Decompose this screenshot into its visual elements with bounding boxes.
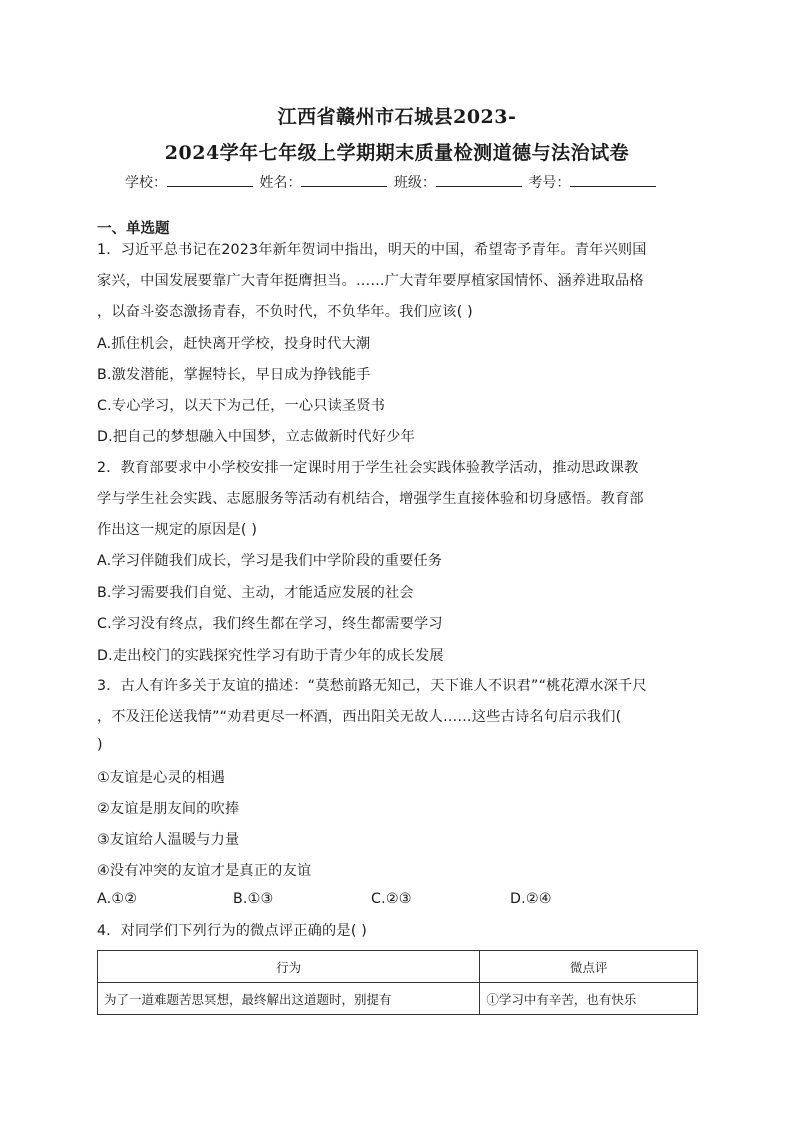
table-header-row xyxy=(98,951,698,983)
class-blank[interactable] xyxy=(436,172,522,187)
table-header-cell: 微点评 xyxy=(480,951,698,983)
student-info-line xyxy=(125,172,658,192)
q1-stem-line: ，以奋斗姿态激扬青春，不负时代，不负华年。我们应该( ) xyxy=(97,304,473,320)
q1-option-b[interactable]: B.激发潜能，掌握特长，早日成为挣钱能手 xyxy=(97,367,371,383)
q2-option-c[interactable]: C.学习没有终点，我们终生都在学习，终生都需要学习 xyxy=(97,616,443,632)
name-blank[interactable] xyxy=(301,172,387,187)
q2-option-b[interactable]: B.学习需要我们自觉、主动，才能适应发展的社会 xyxy=(97,585,414,601)
class-label: 班级： xyxy=(393,175,436,191)
q4-table xyxy=(97,950,698,1015)
q3-statement-2: ②友谊是朋友间的吹捧 xyxy=(97,801,240,817)
q4-stem-line: 4．对同学们下列行为的微点评正确的是( ) xyxy=(97,923,367,939)
q3-stem-line: ) xyxy=(97,737,103,753)
exam-number-label: 考号： xyxy=(528,175,571,191)
table-header-cell: 行为 xyxy=(98,951,480,983)
section-heading: 一、单选题 xyxy=(97,221,170,237)
table-row xyxy=(98,983,698,1015)
q3-option-a[interactable]: A.①② xyxy=(97,891,138,907)
q2-stem-line: 2．教育部要求中小学校安排一定课时用于学生社会实践体验教学活动，推动思政课教 xyxy=(97,460,639,476)
q3-stem-line: ，不及汪伦送我情”“劝君更尽一杯酒，西出阳关无故人……这些古诗名句启示我们( xyxy=(97,709,622,725)
q2-stem-line: 作出这一规定的原因是( ) xyxy=(97,522,258,538)
school-blank[interactable] xyxy=(167,172,253,187)
q3-option-d[interactable]: D.②④ xyxy=(510,891,552,907)
table-cell: ①学习中有辛苦，也有快乐 xyxy=(480,983,698,1015)
school-label: 学校： xyxy=(125,175,167,191)
q2-option-a[interactable]: A.学习伴随我们成长，学习是我们中学阶段的重要任务 xyxy=(97,553,443,569)
q3-stem-line: 3．古人有许多关于友谊的描述：“莫愁前路无知己，天下谁人不识君”“桃花潭水深千尺 xyxy=(97,678,647,694)
q2-stem-line: 学与学生社会实践、志愿服务等活动有机结合，增强学生直接体验和切身感悟。教育部 xyxy=(97,491,644,507)
q1-stem-line: 1．习近平总书记在2023年新年贺词中指出，明天的中国，希望寄予青年。青年兴则国 xyxy=(97,242,647,258)
q3-option-b[interactable]: B.①③ xyxy=(233,891,274,907)
q1-stem-line: 家兴，中国发展要靠广大青年挺膺担当。……广大青年要厚植家国情怀、涵养进取品格 xyxy=(97,273,644,289)
table-cell: 为了一道难题苦思冥想，最终解出这道题时，别提有 xyxy=(98,983,480,1015)
exam-number-blank[interactable] xyxy=(570,172,656,187)
q3-statement-1: ①友谊是心灵的相遇 xyxy=(97,770,226,786)
exam-title-line-2: 2024学年七年级上学期期末质量检测道德与法治试卷 xyxy=(164,142,630,164)
q1-option-c[interactable]: C.专心学习，以天下为己任，一心只读圣贤书 xyxy=(97,398,386,414)
exam-title-line-1: 江西省赣州市石城县2023- xyxy=(277,106,517,128)
q1-option-d[interactable]: D.把自己的梦想融入中国梦，立志做新时代好少年 xyxy=(97,429,415,445)
q2-option-d[interactable]: D.走出校门的实践探究性学习有助于青少年的成长发展 xyxy=(97,648,444,664)
q1-option-a[interactable]: A.抓住机会，赶快离开学校，投身时代大潮 xyxy=(97,336,371,352)
name-label: 姓名： xyxy=(259,175,302,191)
q3-option-c[interactable]: C.②③ xyxy=(371,891,412,907)
q3-statement-3: ③友谊给人温暖与力量 xyxy=(97,832,240,848)
q3-statement-4: ④没有冲突的友谊才是真正的友谊 xyxy=(97,863,312,879)
